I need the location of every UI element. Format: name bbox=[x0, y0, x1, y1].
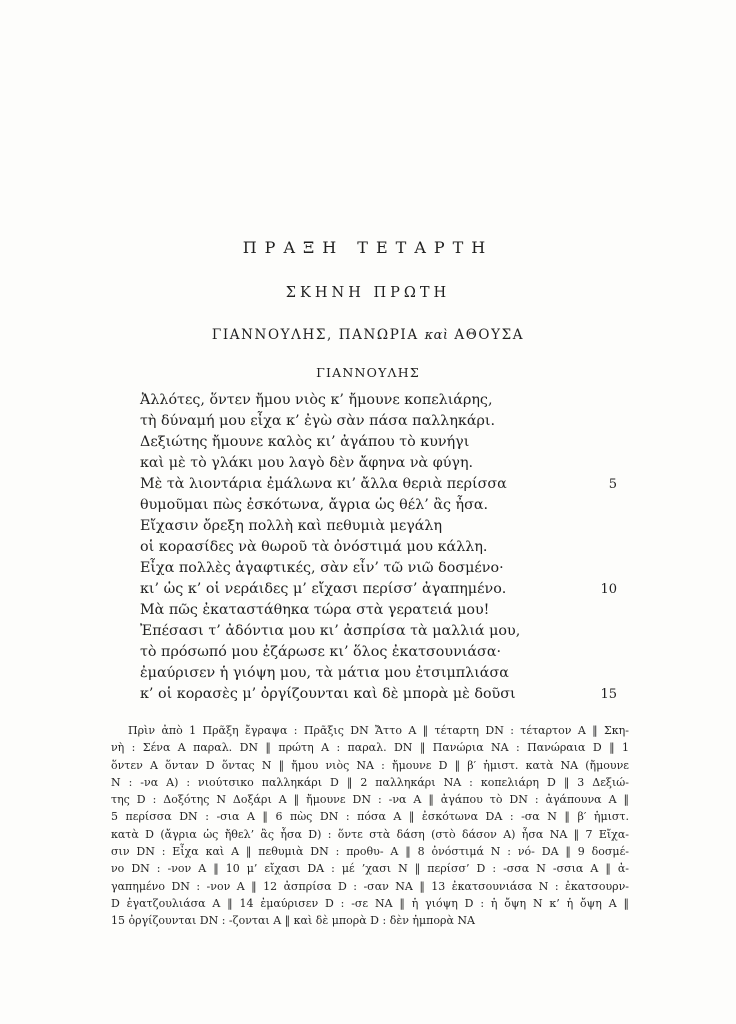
apparatus-line: ὅντεν A ὅνταν D ὅντας N ‖ ἤμου νιὸς NA : ἤμουνε D ‖ β′ ἡμιστ. κατὰ NA (ἤμουνε bbox=[111, 758, 629, 772]
verse-line-number bbox=[583, 453, 617, 474]
apparatus-line: 5 περίσσα DN : -σια A ‖ 6 πὼς DN : πόσα A ‖ ἐσκότωνα DA : -σα N ‖ β′ ἡμιστ. bbox=[111, 810, 629, 824]
verse-line-number bbox=[583, 432, 617, 453]
apparatus-line: γαπημένο DN : -νον A ‖ 12 ἀσπρίσα D : -σαν NA ‖ 13 ἐκατσουνιάσα N : ἐκατσουρν- bbox=[111, 879, 629, 893]
apparatus-line: κατὰ D (ἄγρια ὡς ἤθελ’ ἂς ἦσα D) : ὅντε στὰ δάση (στὸ δάσον A) ἦσα NA ‖ 7 Εἴχα- bbox=[111, 827, 629, 841]
verse-line bbox=[140, 558, 629, 579]
verse-text: ἐμαύρισεν ἡ γιόψη μου, τὰ μάτια μου ἐτσιμπλιάσα bbox=[140, 665, 509, 681]
verse-line-number: 10 bbox=[600, 582, 617, 597]
verse-line bbox=[140, 432, 629, 453]
apparatus-line: 15 ὀργίζουνται DN : -ζονται A ‖ καὶ δὲ μπορὰ D : δὲν ἠμπορὰ NA bbox=[111, 914, 475, 928]
verse-line bbox=[140, 390, 629, 411]
verse-line-number: 15 bbox=[600, 687, 617, 702]
verse-text: Ἐπέσασι τ’ ἀδόντια μου κι’ ἀσπρίσα τὰ μαλλιά μου, bbox=[140, 623, 521, 639]
verse-line bbox=[140, 684, 629, 705]
verse-text: οἱ κορασίδες νὰ θωροῦ τὰ ὀνόστιμά μου κάλλη. bbox=[140, 539, 488, 555]
apparatus-line: νο DN : -νον A ‖ 10 μ’ εἴχασι DA : μέ ’χασι N ‖ περίσσ’ D : -σσα N -σσια A ‖ ἀ- bbox=[111, 862, 629, 876]
verse-line-number bbox=[583, 495, 617, 516]
text-column bbox=[111, 390, 629, 930]
verse-text: τὴ δύναμή μου εἶχα κ’ ἐγὼ σὰν πάσα παλληκάρι. bbox=[140, 413, 496, 429]
verse-text: Δεξιώτης ἤμουνε καλὸς κι’ ἀγάπου τὸ κυνήγι bbox=[140, 434, 470, 450]
verse-line-number bbox=[583, 663, 617, 684]
verse-text: Εἴχασιν ὄρεξη πολλὴ καὶ πεθυμιὰ μεγάλη bbox=[140, 518, 443, 534]
verse-line bbox=[140, 537, 629, 558]
verse-line bbox=[140, 474, 629, 495]
apparatus-line: της D : Δοξότης N Δοξάρι A ‖ ἤμουνε DN : -να A ‖ ἀγάπου τὸ DN : ἀγάπουνα A ‖ bbox=[111, 793, 629, 807]
apparatus-line: N : -να A) : νιούτσικο παλληκάρι D ‖ 2 παλληκάρι NA : κοπελιάρη D ‖ 3 Δεξιώ- bbox=[111, 775, 629, 789]
verse-line bbox=[140, 642, 629, 663]
verse-text: τὸ πρόσωπό μου ἐζάρωσε κι’ ὅλος ἐκατσουνιάσα· bbox=[140, 644, 502, 660]
apparatus-line: σιν DN : Εἶχα καὶ A ‖ πεθυμιὰ DN : προθυ- A ‖ 8 ὀνόστιμά N : νό- DA ‖ 9 δοσμέ- bbox=[111, 845, 629, 859]
scene-title: ΣΚΗΝΗ ΠΡΩΤΗ bbox=[285, 285, 451, 301]
verse-line bbox=[140, 621, 629, 642]
verse-block bbox=[111, 390, 629, 705]
verse-text: Ἀλλότες, ὅντεν ἤμου νιὸς κ’ ἤμουνε κοπελιάρης, bbox=[140, 392, 493, 408]
verse-line bbox=[140, 579, 629, 600]
verse-line bbox=[140, 663, 629, 684]
verse-text: Μὰ πῶς ἐκαταστάθηκα τώρα στὰ γερατειά μου! bbox=[140, 602, 490, 618]
verse-line-number bbox=[583, 642, 617, 663]
verse-line bbox=[140, 600, 629, 621]
speaker-name: ΓΙΑΝΝΟΥΛΗΣ bbox=[316, 365, 420, 380]
verse-line bbox=[140, 411, 629, 432]
character-list bbox=[0, 328, 736, 343]
apparatus-line: νὴ : Σένα A παραλ. DN ‖ πρώτη A : παραλ. DN ‖ Πανώρια NA : Πανώραια D ‖ 1 bbox=[111, 741, 629, 755]
verse-line-number bbox=[583, 390, 617, 411]
verse-line-number bbox=[583, 537, 617, 558]
verse-line bbox=[140, 516, 629, 537]
verse-line-number bbox=[583, 516, 617, 537]
verse-line-number bbox=[583, 558, 617, 579]
verse-line-number bbox=[583, 600, 617, 621]
verse-text: θυμοῦμαι πὼς ἐσκότωνα, ἄγρια ὡς θέλ’ ἂς ἦσα. bbox=[140, 497, 489, 513]
verse-text: κ’ οἱ κορασὲς μ’ ὀργίζουνται καὶ δὲ μπορὰ μὲ δοῦσι bbox=[140, 686, 516, 702]
verse-text: Εἶχα πολλὲς ἀγαφτικές, σὰν εἶν’ τῶ νιῶ δοσμένο· bbox=[140, 560, 504, 576]
verse-text: κι’ ὡς κ’ οἱ νεράιδες μ’ εἴχασι περίσσ’ ἀγαπημένο. bbox=[140, 581, 507, 597]
critical-apparatus bbox=[111, 722, 629, 930]
verse-text: καὶ μὲ τὸ γλάκι μου λαγὸ δὲν ἄφηνα νὰ φύγη. bbox=[140, 455, 474, 471]
verse-line-number bbox=[583, 621, 617, 642]
act-title: ΠΡΑΞΗ ΤΕΤΑΡΤΗ bbox=[242, 238, 494, 257]
character-names-right: ΑΘΟΥΣΑ bbox=[454, 327, 525, 343]
apparatus-line: D ἐγατζουλιάσα A ‖ 14 ἐμαύρισεν D : -σε NA ‖ ἡ γιόψη D : ἡ ὄψη N κ’ ἡ ὄψη A ‖ bbox=[111, 896, 629, 910]
verse-line-number: 5 bbox=[608, 477, 617, 492]
verse-line-number bbox=[583, 411, 617, 432]
character-names-left: ΓΙΑΝΝΟΥΛΗΣ, ΠΑΝΩΡΙΑ bbox=[211, 327, 419, 343]
apparatus-line: Πρὶν ἀπὸ 1 Πρᾶξη ἔγραψα : Πρᾶξις DN Ἄττο A ‖ τέταρτη DN : τέταρτον A ‖ Σκη- bbox=[128, 724, 629, 737]
verse-line bbox=[140, 495, 629, 516]
conjunction-kai: καὶ bbox=[424, 328, 449, 343]
verse-text: Μὲ τὰ λιοντάρια ἐμάλωνα κι’ ἄλλα θεριὰ περίσσα bbox=[140, 476, 507, 492]
verse-line bbox=[140, 453, 629, 474]
